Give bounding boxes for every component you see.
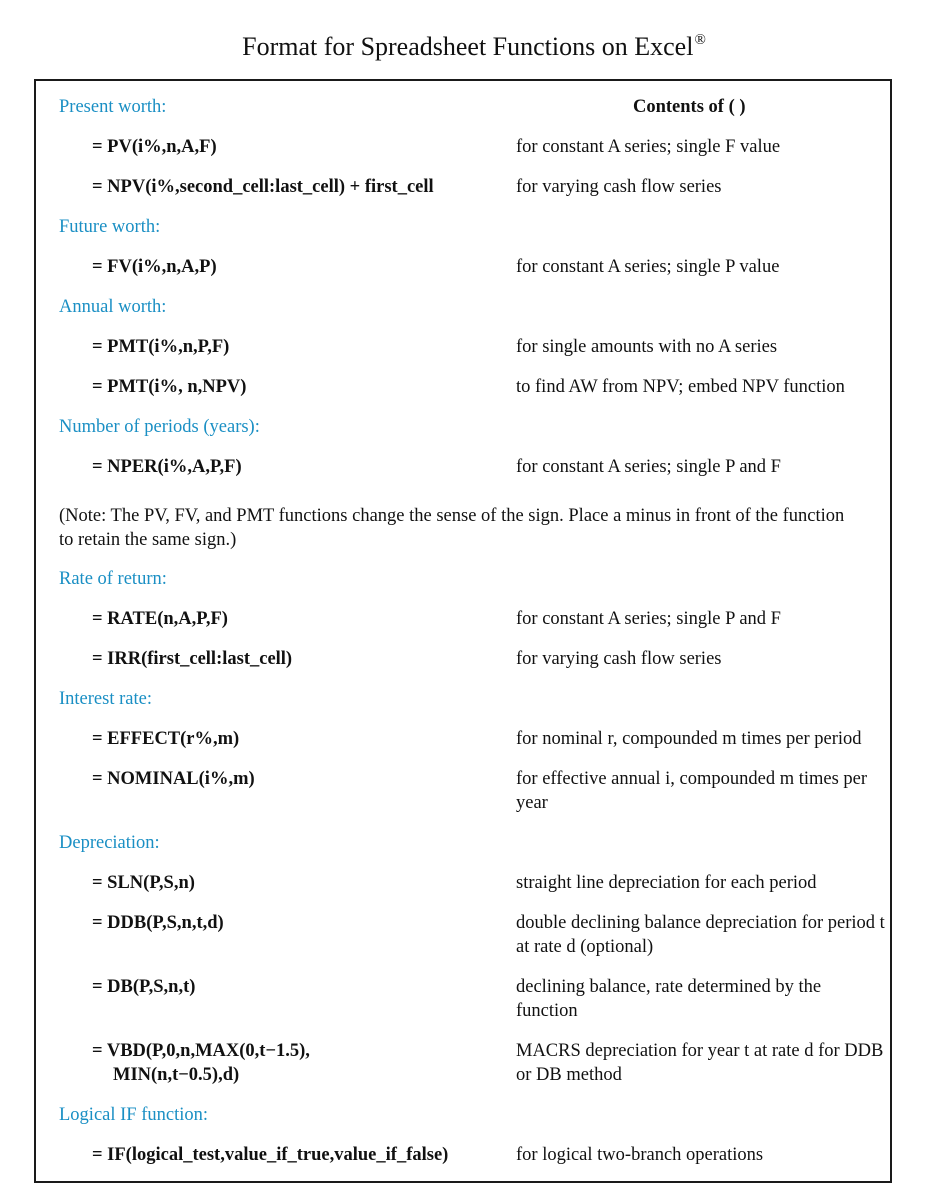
desc-npv: for varying cash flow series [516,177,722,197]
desc-nominal: for effective annual i, compounded m times per year [516,769,868,813]
desc-sln: straight line depreciation for each period [516,873,817,893]
formula-nominal: = NOMINAL(i%,m) [92,769,255,789]
section-logical-if: Logical IF function: [59,1105,208,1125]
column-header: Contents of ( ) [633,97,746,117]
title-text: Format for Spreadsheet Functions on Excel [242,32,694,61]
formula-sln: = SLN(P,S,n) [92,873,195,893]
section-rate-of-return: Rate of return: [59,569,167,589]
formula-vbd-line2: MIN(n,t−0.5),d) [113,1065,240,1085]
desc-effect: for nominal r, compounded m times per period [516,729,862,749]
functions-table [34,79,892,1183]
formula-irr: = IRR(first_cell:last_cell) [92,649,293,669]
desc-vbd: MACRS depreciation for year t at rate d for DDB or DB method [516,1041,884,1085]
formula-nper: = NPER(i%,A,P,F) [92,457,242,477]
section-future-worth: Future worth: [59,217,161,237]
formula-db: = DB(P,S,n,t) [92,977,196,997]
sign-note: (Note: The PV, FV, and PMT functions change the sense of the sign. Place a minus in front of the function to retain the same sign.) [59,506,845,550]
formula-fv: = FV(i%,n,A,P) [92,257,217,277]
formula-rate: = RATE(n,A,P,F) [92,609,228,629]
desc-ddb: double declining balance depreciation for period t at rate d (optional) [516,913,885,957]
formula-ddb: = DDB(P,S,n,t,d) [92,913,224,933]
desc-if: for logical two-branch operations [516,1145,764,1165]
desc-rate: for constant A series; single P and F [516,609,781,629]
desc-db: declining balance, rate determined by the function [516,977,822,1021]
desc-nper: for constant A series; single P and F [516,457,781,477]
section-annual-worth: Annual worth: [59,297,167,317]
formula-effect: = EFFECT(r%,m) [92,729,240,749]
desc-fv: for constant A series; single P value [516,257,780,277]
desc-irr: for varying cash flow series [516,649,722,669]
desc-pv: for constant A series; single F value [516,137,781,157]
formula-npv: = NPV(i%,second_cell:last_cell) + first_cell [92,177,434,197]
page-title [0,22,948,65]
desc-pmt1: for single amounts with no A series [516,337,778,357]
formula-pmt1: = PMT(i%,n,P,F) [92,337,230,357]
section-present-worth: Present worth: [59,97,167,117]
section-interest-rate: Interest rate: [59,689,152,709]
section-depreciation: Depreciation: [59,833,160,853]
formula-pv: = PV(i%,n,A,F) [92,137,217,157]
section-number-of-periods: Number of periods (years): [59,417,260,437]
registered-mark: ® [694,32,706,48]
formula-pmt2: = PMT(i%, n,NPV) [92,377,247,397]
desc-pmt2: to find AW from NPV; embed NPV function [516,377,845,397]
formula-vbd-line1: = VBD(P,0,n,MAX(0,t−1.5), [92,1041,310,1061]
formula-if: = IF(logical_test,value_if_true,value_if_false) [92,1145,449,1165]
